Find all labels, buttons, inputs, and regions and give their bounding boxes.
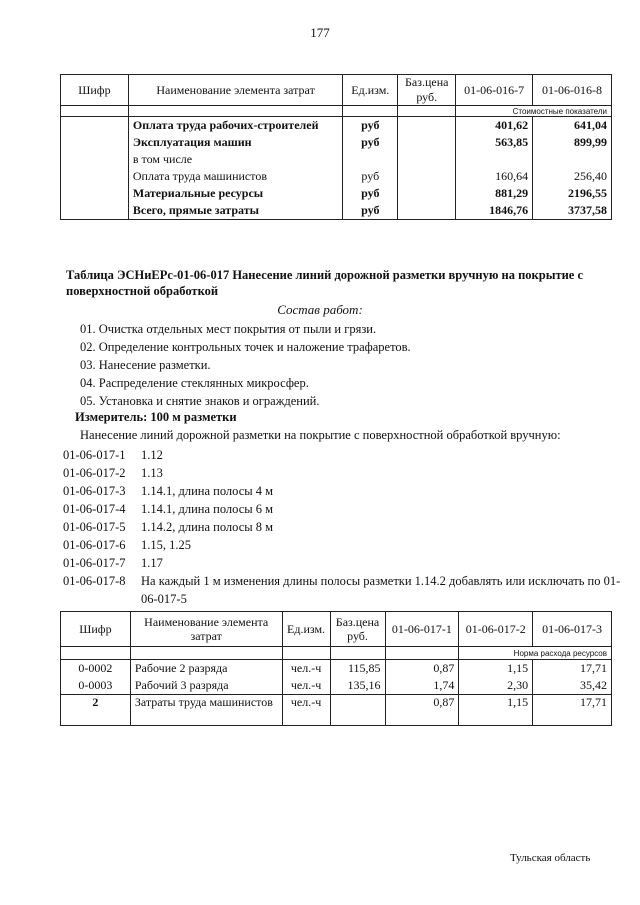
header-norm-8: 01-06-016-8 [533, 75, 612, 106]
list-item: 01. Очистка отдельных мест покрытия от пыли и грязи. [80, 322, 377, 336]
code-text: 1.17 [141, 556, 163, 570]
code-text: 1.14.1, длина полосы 4 м [141, 484, 274, 498]
header-unit: Ед.изм. [282, 612, 330, 647]
code: 01-06-017-1 [63, 448, 126, 462]
row-code: 0-0003 [61, 677, 131, 695]
code-text: 1.14.1, длина полосы 6 м [141, 502, 274, 516]
code-text: 1.12 [141, 448, 163, 462]
row-name: Эксплуатация машин [128, 134, 342, 151]
row-value-8: 899,99 [533, 134, 612, 151]
row-code: 0-0002 [61, 660, 131, 678]
code: 01-06-017-5 [63, 520, 126, 534]
header-norm-1: 01-06-017-1 [385, 612, 459, 647]
row-value-2: 1,15 [459, 660, 533, 678]
code: 01-06-017-7 [63, 556, 126, 570]
row-name: Оплата труда рабочих-строителей [128, 117, 342, 135]
row-value-8 [533, 151, 612, 168]
list-item [63, 518, 623, 536]
cost-table-subheader [61, 106, 612, 117]
table-row [61, 660, 612, 678]
row-name: Затраты труда машинистов [130, 695, 282, 726]
row-value-2: 1,15 [459, 695, 533, 726]
row-unit: руб [343, 202, 398, 220]
row-value-8: 256,40 [533, 168, 612, 185]
header-unit: Ед.изм. [343, 75, 398, 106]
list-item [63, 464, 623, 482]
code-text: На каждый 1 м изменения длины полосы разметки 1.14.2 добавлять или исключать по 01-06-017-5 [141, 574, 621, 606]
resource-table [60, 611, 612, 726]
row-value-2: 2,30 [459, 677, 533, 695]
row-name: в том числе [128, 151, 342, 168]
table-row [61, 185, 612, 202]
list-item [63, 500, 623, 518]
list-item: 04. Распределение стеклянных микросфер. [80, 376, 309, 390]
row-value-3: 35,42 [533, 677, 612, 695]
resource-table-header [61, 612, 612, 647]
code: 01-06-017-3 [63, 484, 126, 498]
row-unit: чел.-ч [282, 677, 330, 695]
row-value-3: 17,71 [533, 695, 612, 726]
row-value-7: 563,85 [456, 134, 533, 151]
row-name: Всего, прямые затраты [128, 202, 342, 220]
row-price: 115,85 [330, 660, 385, 678]
list-item [63, 536, 623, 554]
header-cipher: Шифр [61, 75, 129, 106]
row-name: Материальные ресурсы [128, 185, 342, 202]
code: 01-06-017-6 [63, 538, 126, 552]
list-item: 03. Нанесение разметки. [80, 358, 211, 372]
list-item: 05. Установка и снятие знаков и ограждений. [80, 394, 320, 408]
list-item [63, 554, 623, 572]
row-price: 135,16 [330, 677, 385, 695]
cost-table [60, 74, 612, 220]
code-text: 1.14.2, длина полосы 8 м [141, 520, 274, 534]
header-base-price: Баз.цена руб. [398, 75, 456, 106]
header-norm-7: 01-06-016-7 [456, 75, 533, 106]
footer-region: Тульская область [510, 852, 591, 864]
row-unit [343, 151, 398, 168]
row-price [330, 695, 385, 726]
row-unit: руб [343, 185, 398, 202]
code-list [63, 446, 623, 608]
list-item [63, 572, 623, 608]
list-item [63, 482, 623, 500]
header-cipher: Шифр [61, 612, 131, 647]
table-row [61, 202, 612, 220]
list-item: 02. Определение контрольных точек и наложение трафаретов. [80, 340, 411, 354]
row-value-7 [456, 151, 533, 168]
row-name: Рабочий 3 разряда [130, 677, 282, 695]
measurement-unit: Измеритель: 100 м разметки [75, 410, 237, 424]
row-value-1: 1,74 [385, 677, 459, 695]
header-cost-element-name: Наименование элемента затрат [130, 612, 282, 647]
header-norm-2: 01-06-017-2 [459, 612, 533, 647]
row-value-1: 0,87 [385, 695, 459, 726]
resource-table-subheader [61, 647, 612, 660]
table-row [61, 117, 612, 135]
code-text: 1.13 [141, 466, 163, 480]
row-value-8: 2196,55 [533, 185, 612, 202]
table-row [61, 168, 612, 185]
section-title: Таблица ЭСНиЕРс-01-06-017 Нанесение линий дорожной разметки вручную на покрытие с поверхностной обработкой [66, 268, 584, 298]
row-unit: чел.-ч [282, 660, 330, 678]
header-base-price: Баз.цена руб. [330, 612, 385, 647]
row-value-8: 641,04 [533, 117, 612, 135]
row-value-7: 160,64 [456, 168, 533, 185]
row-unit: руб [343, 134, 398, 151]
table-row [61, 695, 612, 726]
subheader-label: Норма расхода ресурсов [459, 647, 612, 660]
row-value-7: 881,29 [456, 185, 533, 202]
code-text: 1.15, 1.25 [141, 538, 191, 552]
row-unit: чел.-ч [282, 695, 330, 726]
code: 01-06-017-4 [63, 502, 126, 516]
table-row [61, 151, 612, 168]
row-value-1: 0,87 [385, 660, 459, 678]
cost-table-header [61, 75, 612, 106]
code: 01-06-017-8 [63, 574, 126, 588]
subheader-label: Стоимостные показатели [456, 106, 612, 117]
header-norm-3: 01-06-017-3 [533, 612, 612, 647]
table-row [61, 677, 612, 695]
row-value-7: 1846,76 [456, 202, 533, 220]
row-code: 2 [61, 695, 131, 726]
row-unit: руб [343, 117, 398, 135]
row-value-3: 17,71 [533, 660, 612, 678]
table-row [61, 134, 612, 151]
composition-label: Состав работ: [277, 302, 363, 317]
page-number: 177 [310, 25, 330, 40]
row-unit: руб [343, 168, 398, 185]
header-cost-element-name: Наименование элемента затрат [128, 75, 342, 106]
work-steps-list [80, 320, 411, 410]
list-item [63, 446, 623, 464]
row-value-7: 401,62 [456, 117, 533, 135]
row-name: Рабочие 2 разряда [130, 660, 282, 678]
description: Нанесение линий дорожной разметки на покрытие с поверхностной обработкой вручную: [80, 428, 561, 442]
row-value-8: 3737,58 [533, 202, 612, 220]
row-name: Оплата труда машинистов [128, 168, 342, 185]
code: 01-06-017-2 [63, 466, 126, 480]
